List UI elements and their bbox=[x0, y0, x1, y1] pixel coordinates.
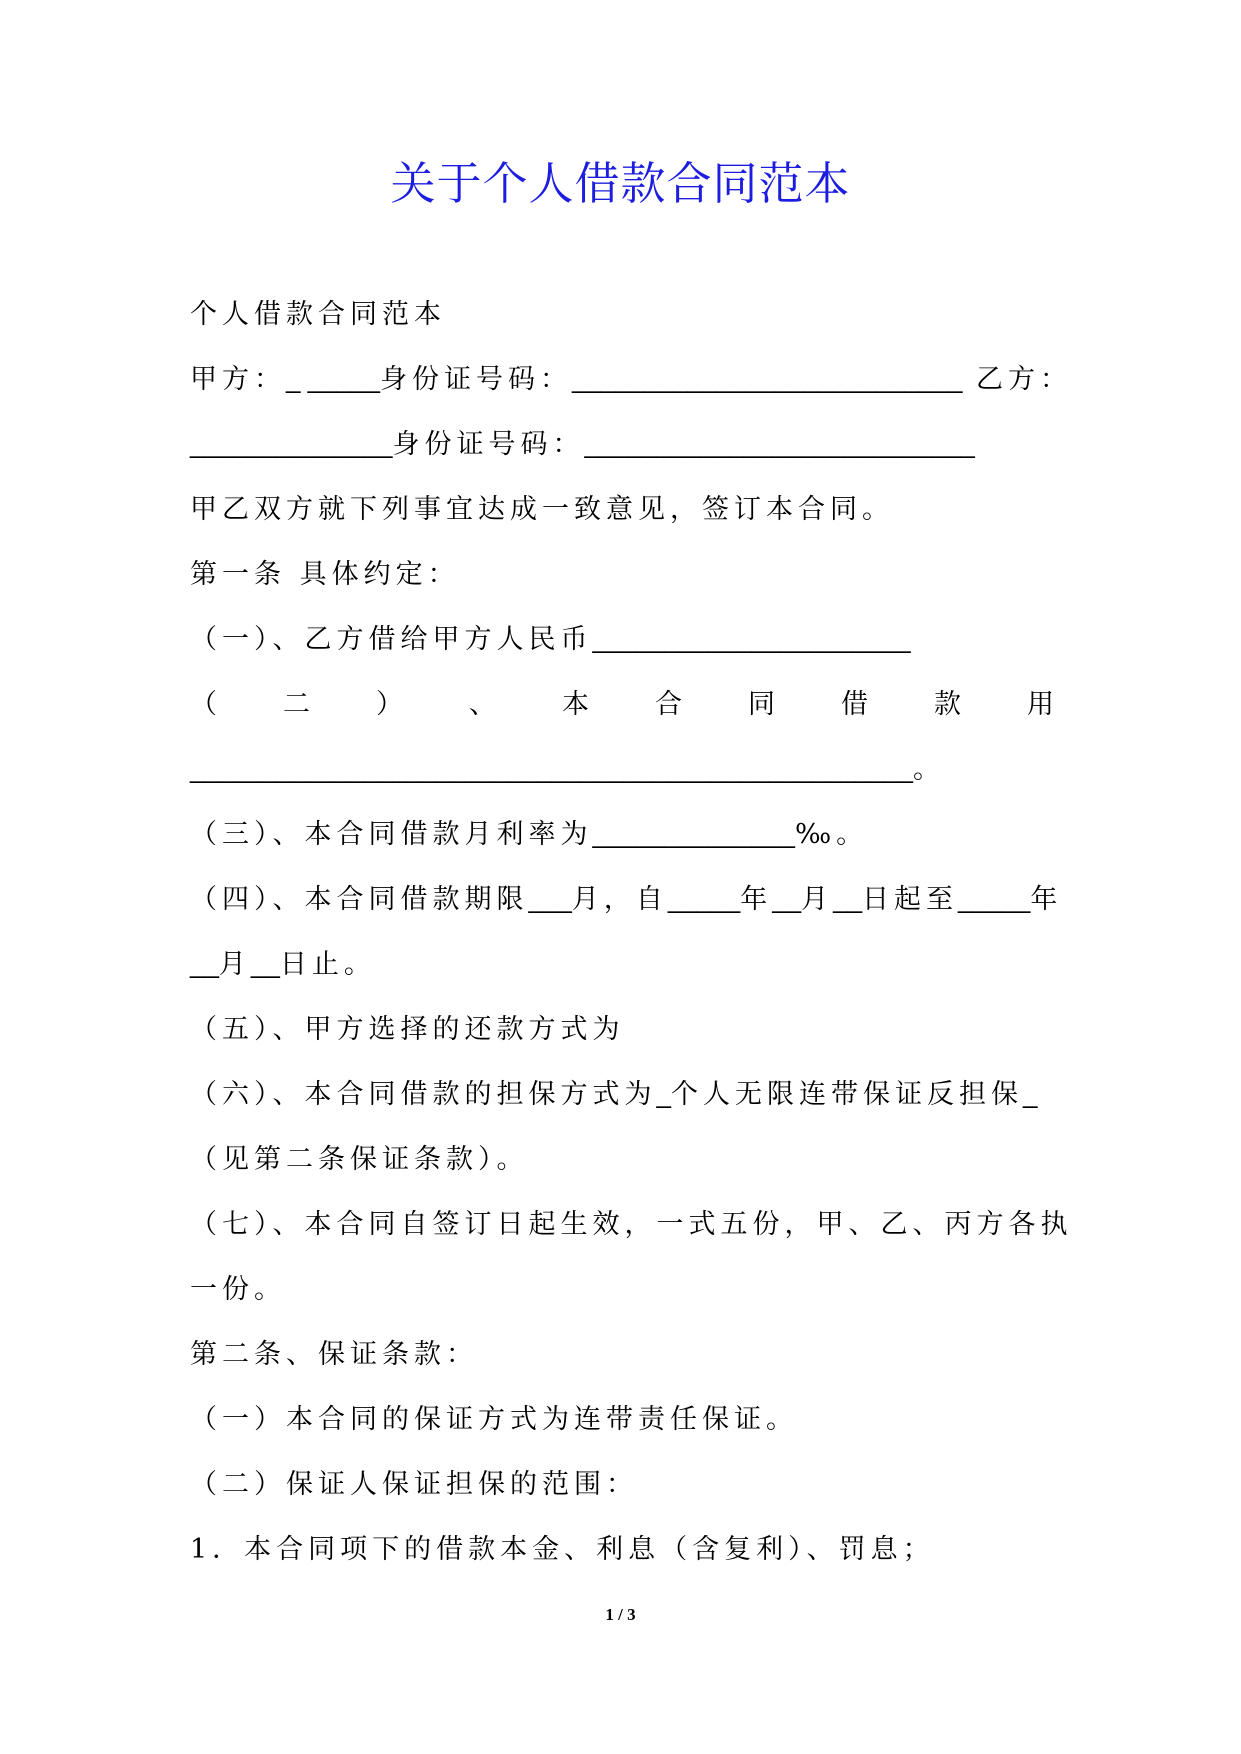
line-text: 一份。 bbox=[190, 1274, 286, 1305]
line-text: 日起至 bbox=[862, 884, 959, 915]
line-text: 年 bbox=[740, 884, 773, 915]
document-body bbox=[190, 282, 1090, 1582]
clause-1-6-continuation bbox=[190, 1127, 1090, 1192]
line-text: 个人无限连带保证反担保 bbox=[670, 1079, 1023, 1110]
party-a-line bbox=[190, 347, 1090, 412]
line-text: （六）、本合同借款的担保方式为 bbox=[190, 1079, 657, 1110]
clause-1-7-continuation bbox=[190, 1257, 1090, 1322]
agreement-statement bbox=[190, 477, 1090, 542]
document-title: 关于个人借款合同范本 bbox=[390, 157, 851, 210]
line-text: （见第二条保证条款）。 bbox=[190, 1144, 529, 1175]
spread-char: 本 bbox=[562, 689, 589, 720]
spread-char: （ bbox=[190, 689, 217, 720]
spread-char: 用 bbox=[1027, 689, 1054, 720]
blank-field: ___ bbox=[528, 884, 572, 914]
clause-1-6-line bbox=[190, 1062, 1090, 1127]
line-text: （二）保证人保证担保的范围： bbox=[190, 1469, 638, 1500]
blank-field: ______________________ bbox=[592, 624, 911, 654]
line-text: 身份证号码： bbox=[379, 364, 572, 395]
article-1-heading bbox=[190, 542, 1090, 607]
clause-2-1-line bbox=[190, 1387, 1090, 1452]
blank-field: _ bbox=[1022, 1079, 1038, 1109]
line-text: 乙方： bbox=[962, 364, 1072, 395]
spread-char: 同 bbox=[748, 689, 775, 720]
article-2-heading bbox=[190, 1322, 1090, 1387]
line-text: （五）、甲方选择的还款方式为 bbox=[190, 1014, 625, 1045]
line-text: （一）、乙方借给甲方人民币 bbox=[190, 624, 593, 655]
line-text: 甲方： bbox=[190, 364, 286, 395]
line-text: 第二条、保证条款： bbox=[190, 1339, 478, 1370]
line-text: （四）、本合同借款期限 bbox=[190, 884, 529, 915]
clause-1-7-line bbox=[190, 1192, 1090, 1257]
spread-char: 、 bbox=[469, 689, 496, 720]
line-text: 1．本合同项下的借款本金、利息（含复利）、罚息； bbox=[190, 1534, 935, 1565]
blank-field: ___________________________ bbox=[571, 364, 963, 394]
line-text: 个人借款合同范本 bbox=[190, 299, 446, 330]
spread-char: 合 bbox=[655, 689, 682, 720]
party-b-line bbox=[190, 412, 1090, 477]
blank-field: __ bbox=[190, 949, 219, 979]
contract-heading bbox=[190, 282, 1090, 347]
line-text: 月，自 bbox=[571, 884, 668, 915]
blank-field: _ _____ bbox=[286, 364, 380, 394]
blank-field: ______________ bbox=[592, 819, 795, 849]
line-text: （一）本合同的保证方式为连带责任保证。 bbox=[190, 1404, 798, 1435]
spread-char: 二 bbox=[283, 689, 310, 720]
line-text: （三）、本合同借款月利率为 bbox=[190, 819, 593, 850]
line-text: 。 bbox=[913, 754, 945, 785]
line-text: 月 bbox=[801, 884, 834, 915]
line-text: 月 bbox=[218, 949, 251, 980]
blank-field: __ bbox=[250, 949, 280, 979]
line-text: 年 bbox=[1030, 884, 1063, 915]
clause-1-5-line bbox=[190, 997, 1090, 1062]
blank-field: _____ bbox=[958, 884, 1031, 914]
blank-field: __ bbox=[833, 884, 863, 914]
blank-field: ______________ bbox=[190, 429, 393, 459]
line-text: 甲乙双方就下列事宜达成一致意见，签订本合同。 bbox=[190, 494, 894, 525]
line-text: （七）、本合同自签订日起生效，一式五份，甲、乙、丙方各执 bbox=[190, 1209, 1073, 1240]
line-text: ‰。 bbox=[794, 819, 869, 850]
clause-1-4-line bbox=[190, 867, 1090, 932]
spread-char: ） bbox=[376, 689, 403, 720]
blank-field: __________________________________________________ bbox=[190, 754, 913, 784]
blank-field: _____ bbox=[667, 884, 741, 914]
clause-1-3-line bbox=[190, 802, 1090, 867]
spread-char: 借 bbox=[841, 689, 868, 720]
clause-2-2-item-1 bbox=[190, 1517, 1090, 1582]
clause-1-1-line bbox=[190, 607, 1090, 672]
clause-2-2-line bbox=[190, 1452, 1090, 1517]
page-number: 1 / 3 bbox=[605, 1605, 636, 1624]
blank-field: __ bbox=[772, 884, 802, 914]
line-text: 第一条 具体约定： bbox=[190, 559, 460, 590]
spread-char: 款 bbox=[934, 689, 961, 720]
clause-1-2-line bbox=[190, 672, 1054, 737]
blank-field: ___________________________ bbox=[584, 429, 975, 459]
clause-1-4-continuation bbox=[190, 932, 1090, 997]
blank-field: _ bbox=[656, 1079, 671, 1109]
clause-1-2-purpose-line bbox=[190, 737, 1090, 802]
line-text: 日止。 bbox=[279, 949, 376, 980]
line-text: 身份证号码： bbox=[392, 429, 585, 460]
